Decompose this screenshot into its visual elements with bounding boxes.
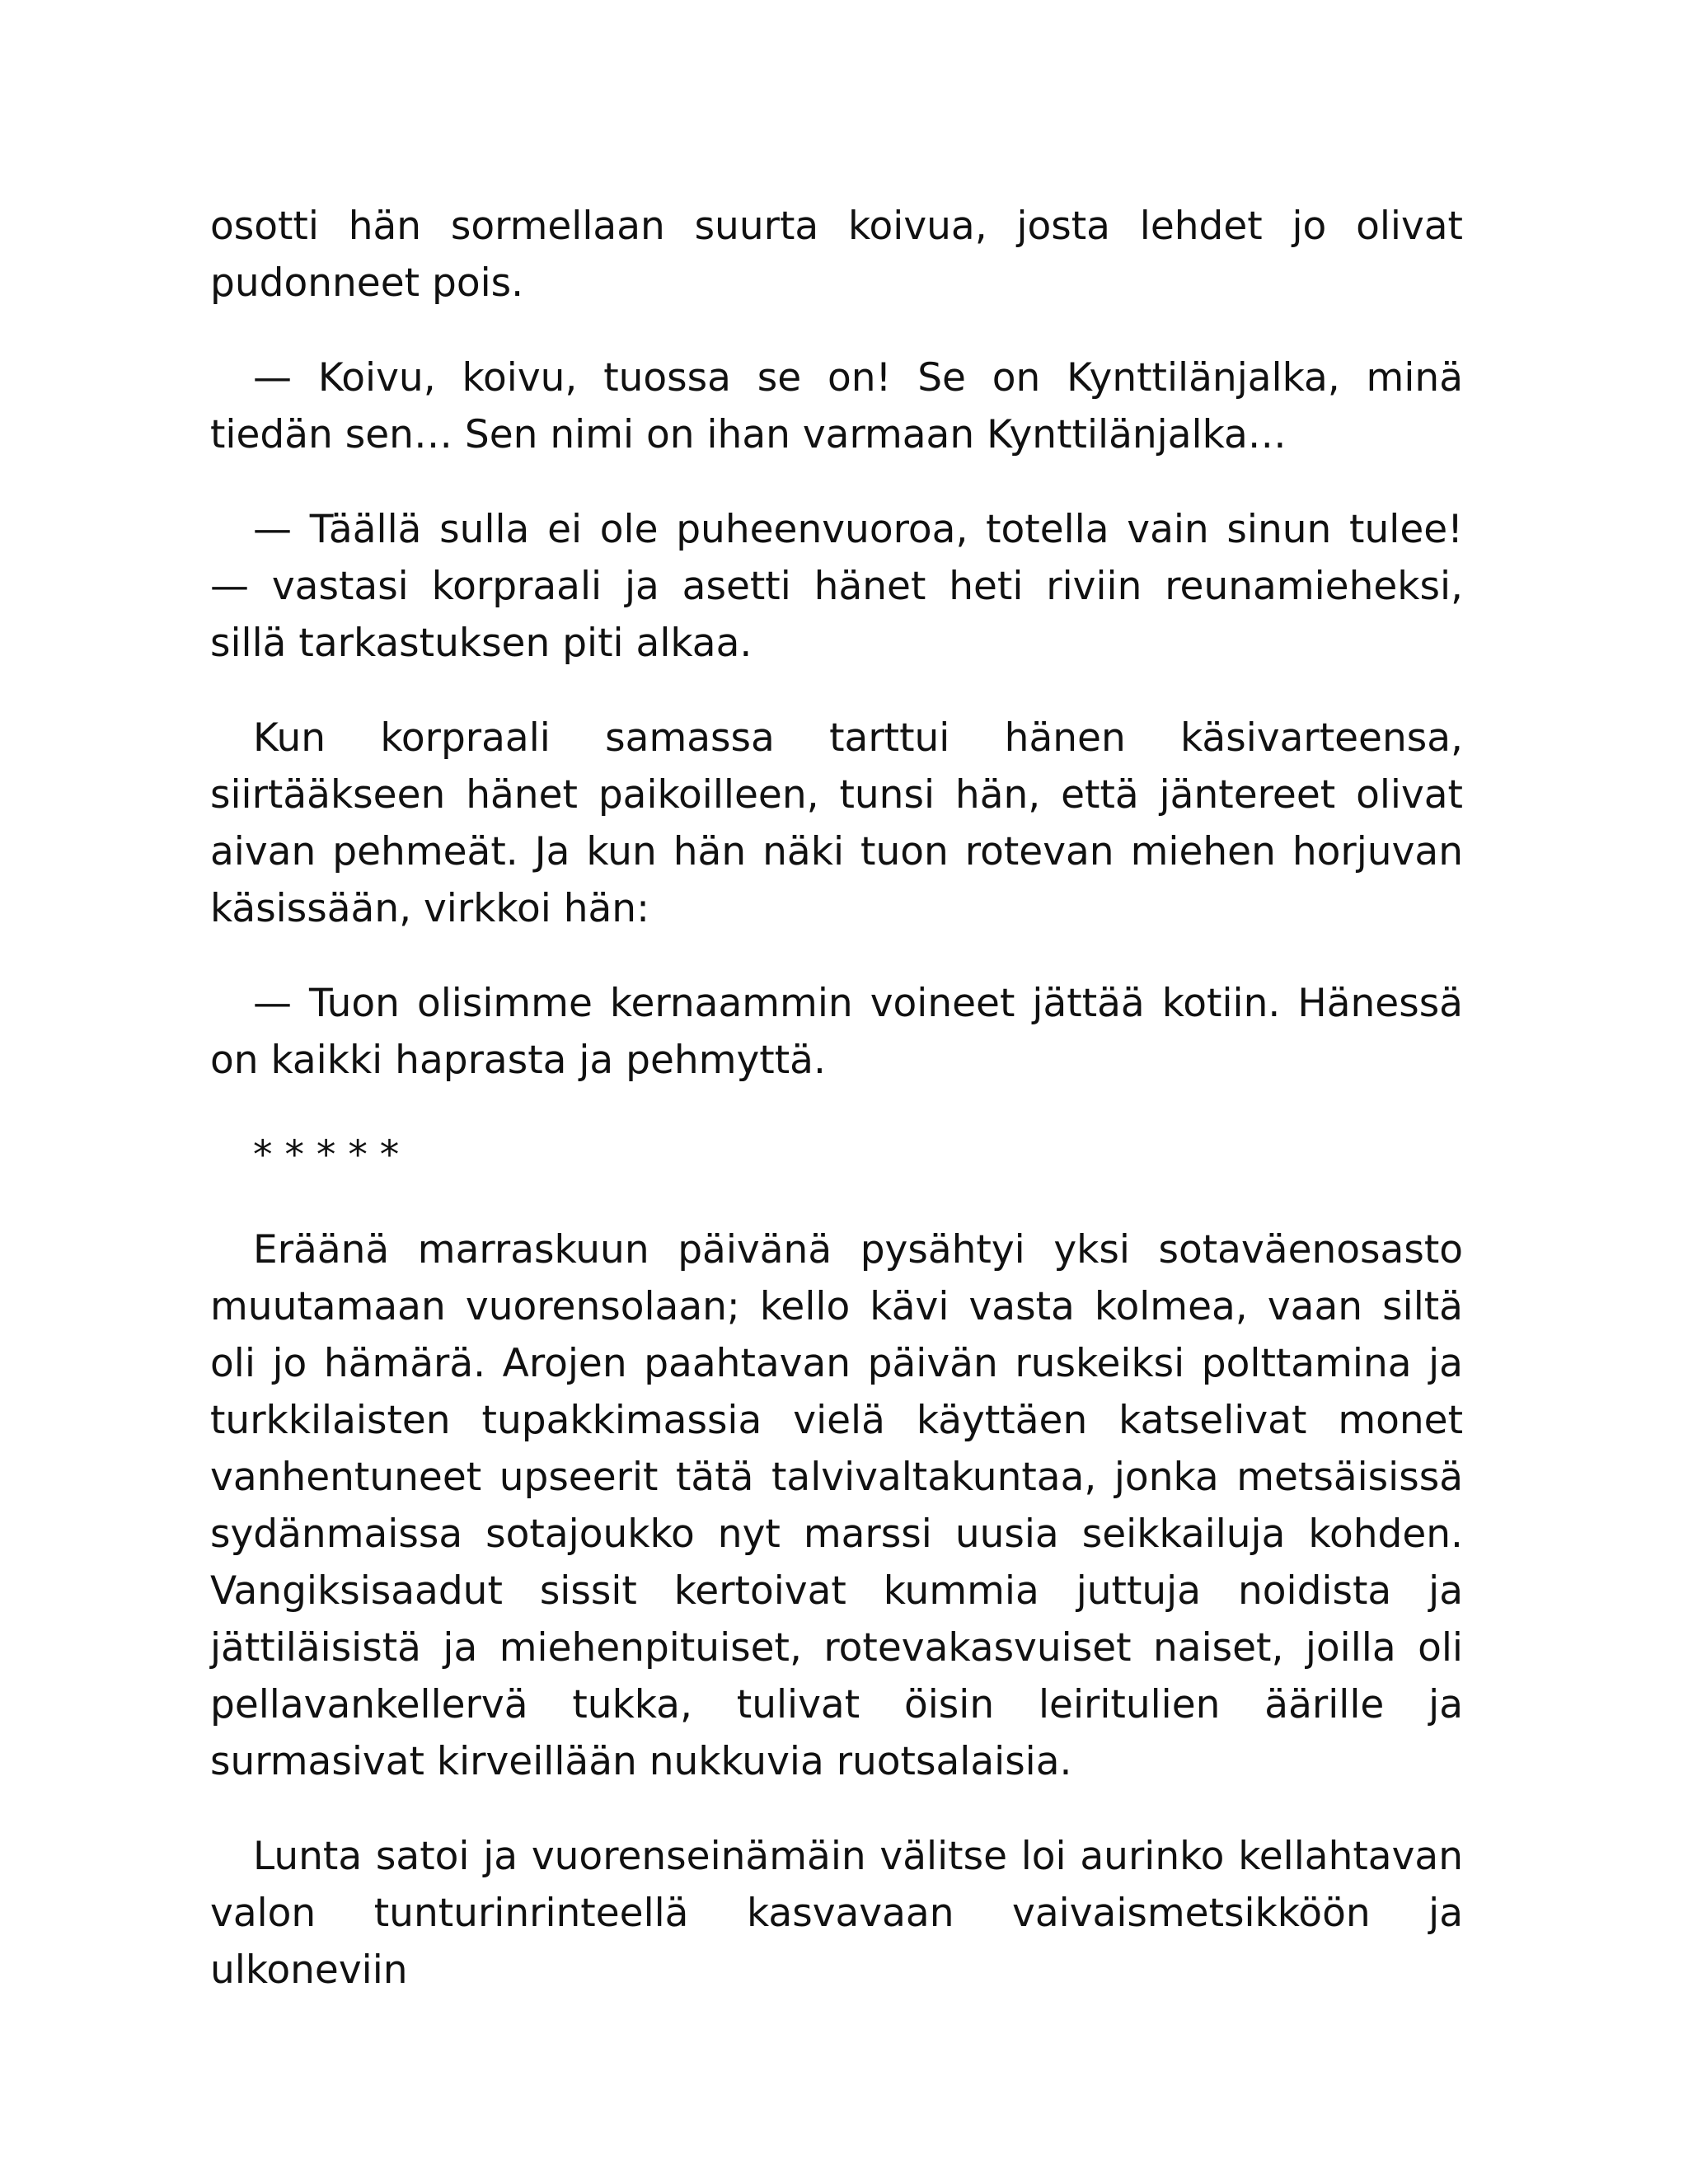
document-page bbox=[210, 198, 1463, 2036]
paragraph-dialogue-koivu: — Koivu, koivu, tuossa se on! Se on Kynttilänjalka, minä tiedän sen… Sen nimi on ihan varmaan Kynttilänjalka… bbox=[210, 355, 1463, 457]
paragraph-dialogue-korpraali: — Täällä sulla ei ole puheenvuoroa, totella vain sinun tulee! — vastasi korpraali ja asetti hänet heti riviin reunamieheksi, sillä tarkastuksen piti alkaa. bbox=[210, 507, 1463, 666]
paragraph-narration-marraskuu: Eräänä marraskuun päivänä pysähtyi yksi sotaväenosasto muutamaan vuorensolaan; kello kävi vasta kolmea, vaan siltä oli jo hämärä. Arojen paahtavan päivän ruskeiksi polttamina ja turkkilaisten tupakkimassia vielä käyttäen katselivat monet vanhentuneet upseerit tätä talvivaltakuntaa, jonka metsäisissä sydänmaissa sotajoukko nyt marssi uusia seikkailuja kohden. Vangiksisaadut sissit kertoivat kummia juttuja noidista ja jättiläisistä ja miehenpituiset, rotevakasvuiset naiset, joilla oli pellavankellervä tukka, tulivat öisin leiritulien äärille ja surmasivat kirveillään nukkuvia ruotsalaisia. bbox=[210, 1227, 1463, 1784]
paragraph-narration-lunta: Lunta satoi ja vuorenseinämäin välitse loi aurinko kellahtavan valon tunturinrinteellä kasvavaan vaivaismetsikköön ja ulkoneviin bbox=[210, 1834, 1463, 1993]
section-separator: * * * * * bbox=[253, 1132, 400, 1178]
paragraph-dialogue-kotiin: — Tuon olisimme kernaammin voineet jättää kotiin. Hänessä on kaikki haprasta ja pehmyttä. bbox=[210, 981, 1463, 1083]
paragraph-continuation: osotti hän sormellaan suurta koivua, josta lehdet jo olivat pudonneet pois. bbox=[210, 204, 1463, 306]
paragraph-narration-korpraali: Kun korpraali samassa tarttui hänen käsivarteensa, siirtääkseen hänet paikoilleen, tunsi hän, että jäntereet olivat aivan pehmeät. Ja kun hän näki tuon rotevan miehen horjuvan käsissään, virkkoi hän: bbox=[210, 715, 1463, 931]
